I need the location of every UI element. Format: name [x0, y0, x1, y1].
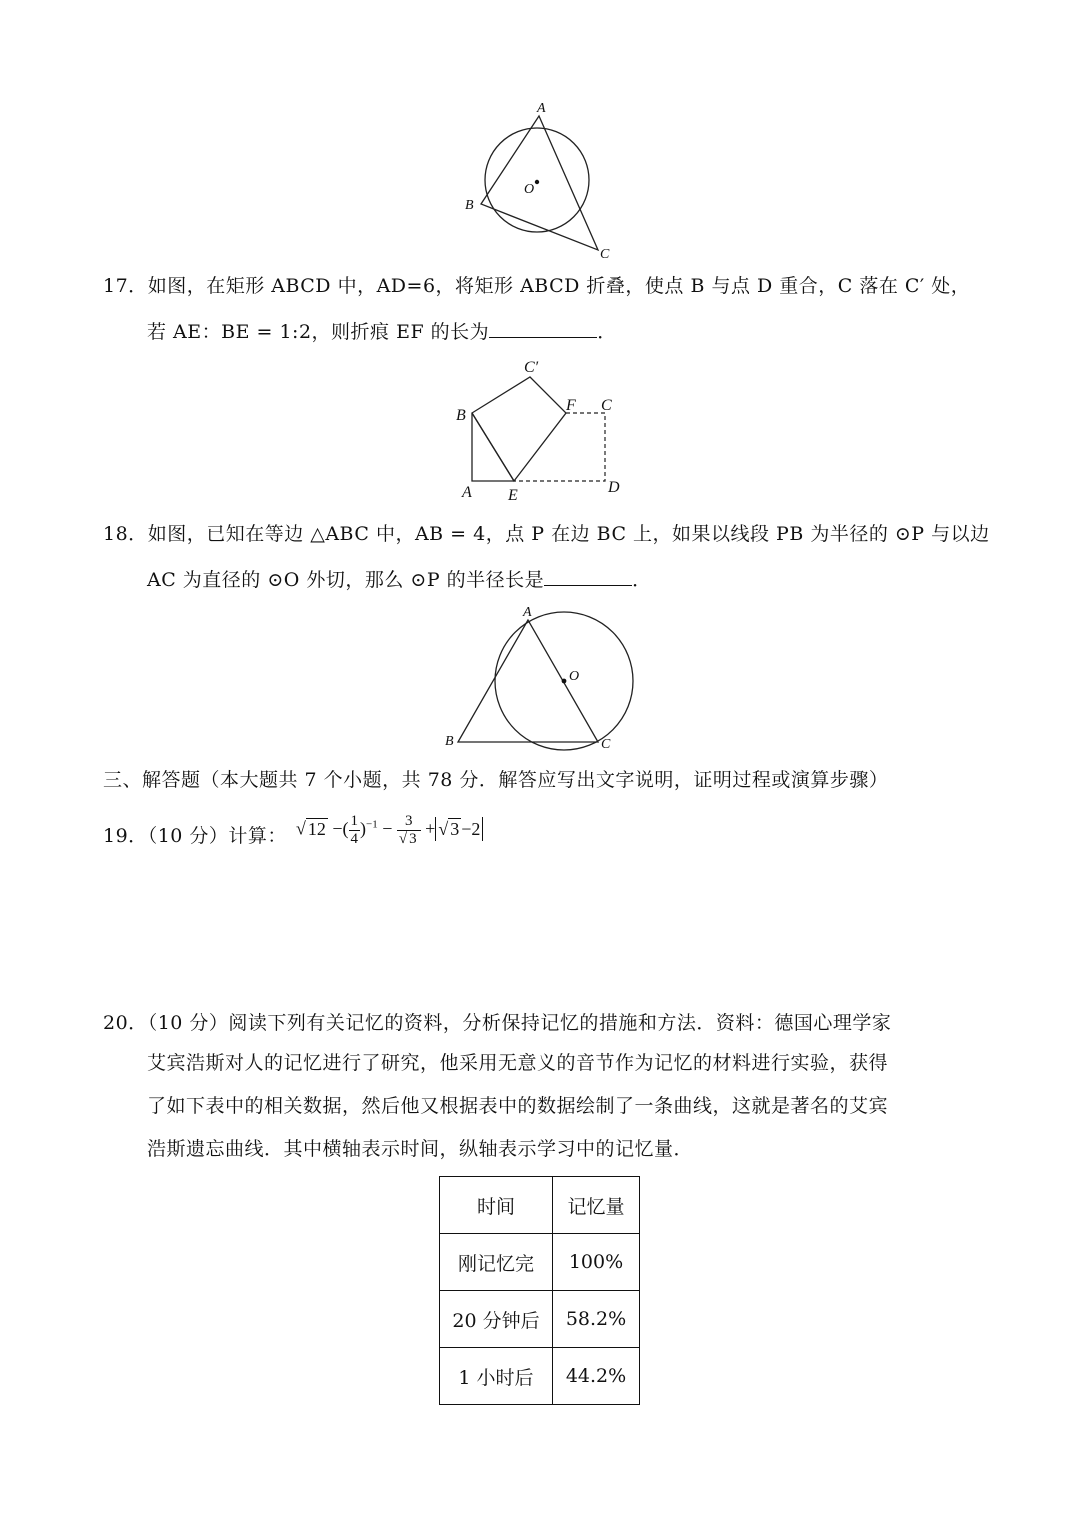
- q18-text-line1: 如图，已知在等边 △ABC 中，AB = 4，点 P 在边 BC 上，如果以线段 PB 为半径的 ⊙P 与以边: [147, 523, 990, 545]
- label-e: E: [508, 487, 518, 504]
- cell-memory: 58.2%: [553, 1291, 640, 1348]
- header-memory: 记忆量: [553, 1177, 640, 1234]
- fraction-three-over-sqrt3: $\frac{3}{√ 3}$: [397, 813, 421, 848]
- q17-answer-blank[interactable]: [489, 317, 597, 338]
- cell-time: 刚记忆完: [440, 1234, 553, 1291]
- label-b: B: [456, 407, 466, 424]
- label-c: C: [601, 397, 612, 414]
- table-row: [440, 1348, 640, 1405]
- label-a: A: [462, 484, 472, 501]
- figure-triangle-circle: [440, 603, 640, 753]
- label-c-prime: C′: [524, 359, 539, 376]
- label-c: C: [600, 247, 610, 262]
- q19-expression: √ 12 −( $\frac{1}{4}$ )$^{-1}$ − $\frac{3}{√ 3}$ + √ 3 −2: [296, 813, 483, 848]
- q20-text-line1: （10 分）阅读下列有关记忆的资料，分析保持记忆的措施和方法．资料：德国心理学家: [147, 1012, 892, 1034]
- figure-circle-triangle: [450, 95, 630, 265]
- cell-time: 20 分钟后: [440, 1291, 553, 1348]
- label-f: F: [566, 397, 576, 414]
- q17-text-line2: 若 AE：BE = 1:2，则折痕 EF 的长为: [147, 321, 490, 343]
- header-time: 时间: [440, 1177, 553, 1234]
- q17-number: 17．: [103, 275, 148, 297]
- folded-part: [472, 377, 566, 481]
- sqrt-12: √ 12: [296, 818, 326, 839]
- label-a: A: [537, 101, 546, 116]
- q19-number: 19．: [103, 825, 148, 847]
- absolute-value: √ 3 −2: [435, 817, 483, 841]
- q19-prefix: （10 分）计算：: [147, 825, 287, 847]
- q19-line: [103, 823, 287, 849]
- q20-line2: 艾宾浩斯对人的记忆进行了研究，他采用无意义的音节作为记忆的材料进行实验，获得: [147, 1052, 889, 1074]
- q20-line1: [103, 1010, 891, 1036]
- center-o-dot: [562, 679, 567, 684]
- q20-number: 20．: [103, 1012, 148, 1034]
- segment-be: [472, 413, 514, 481]
- figure-folded-rectangle: [450, 355, 640, 505]
- table-row: [440, 1291, 640, 1348]
- label-o: O: [569, 669, 580, 684]
- minus-sign-1: −: [332, 818, 343, 839]
- section3-heading: 三、解答题（本大题共 7 个小题，共 78 分．解答应写出文字说明，证明过程或演算步骤）: [103, 769, 889, 791]
- cell-time: 1 小时后: [440, 1348, 553, 1405]
- cell-memory: 44.2%: [553, 1348, 640, 1405]
- table-header-row: [440, 1177, 640, 1234]
- q17-period: ．: [597, 321, 617, 343]
- triangle-abc: [481, 116, 598, 250]
- exponent: −1: [366, 818, 378, 831]
- q18-number: 18．: [103, 523, 148, 545]
- q18-text-line2: AC 为直径的 ⊙O 外切，那么 ⊙P 的半径长是: [147, 569, 545, 591]
- label-b: B: [465, 198, 474, 213]
- q20-line4: 浩斯遗忘曲线．其中横轴表示时间，纵轴表示学习中的记忆量．: [147, 1138, 694, 1160]
- label-o: O: [524, 182, 535, 197]
- cell-memory: 100%: [553, 1234, 640, 1291]
- label-a: A: [523, 605, 532, 620]
- q18-answer-blank[interactable]: [544, 565, 632, 586]
- label-b: B: [445, 734, 454, 749]
- minus-sign-2: −: [382, 818, 393, 839]
- q18-line2: [147, 565, 652, 593]
- q18-period: ．: [632, 569, 652, 591]
- memory-table: [439, 1176, 640, 1405]
- rect-dashed-edges: [514, 413, 605, 481]
- q20-line3: 了如下表中的相关数据，然后他又根据表中的数据绘制了一条曲线，这就是著名的艾宾: [147, 1095, 889, 1117]
- fraction-one-quarter: $\frac{1}{4}$: [350, 813, 359, 847]
- center-o-dot: [535, 180, 539, 184]
- q17-text-line1: 如图，在矩形 ABCD 中，AD=6，将矩形 ABCD 折叠，使点 B 与点 D 重合，C 落在 C′ 处，: [147, 275, 971, 297]
- label-c: C: [601, 737, 611, 752]
- q17-line1: [103, 273, 970, 299]
- label-d: D: [608, 479, 620, 496]
- q18-line1: [103, 521, 990, 547]
- plus-sign: +: [425, 818, 436, 839]
- q17-line2: [147, 317, 617, 345]
- table-row: [440, 1234, 640, 1291]
